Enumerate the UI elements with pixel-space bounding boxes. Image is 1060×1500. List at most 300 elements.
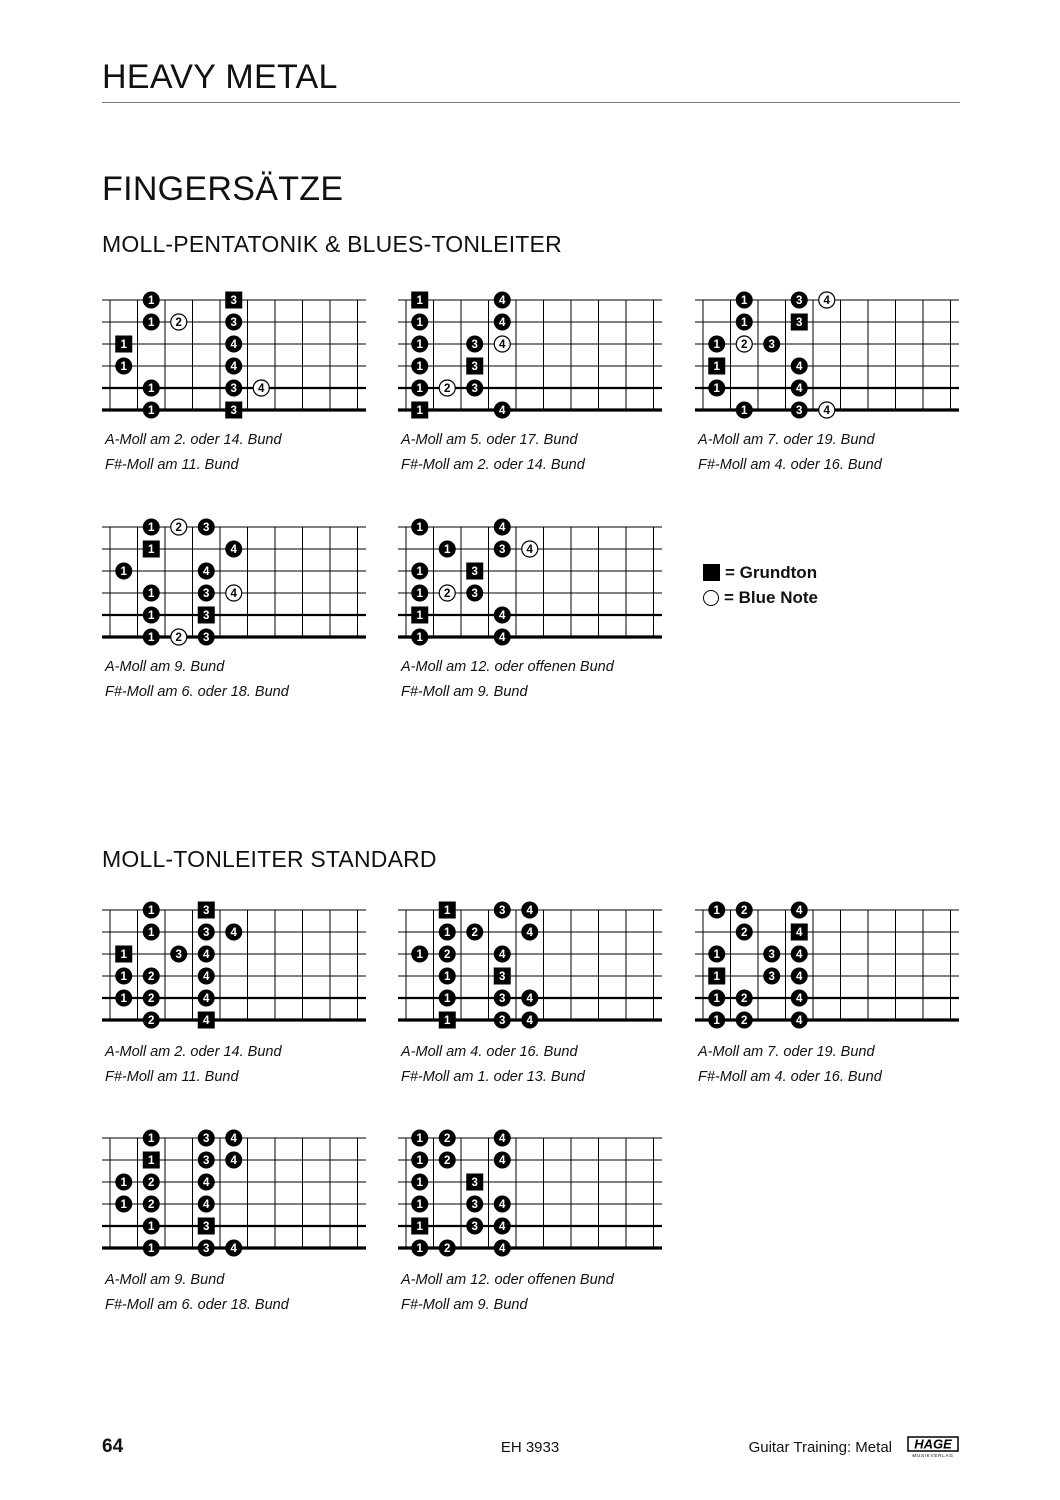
finger-number: 4 bbox=[796, 971, 803, 984]
finger-dot bbox=[439, 1130, 456, 1147]
finger-dot bbox=[494, 1196, 511, 1213]
finger-number: 3 bbox=[471, 1199, 478, 1212]
finger-dot bbox=[494, 946, 511, 963]
finger-number: 4 bbox=[526, 993, 533, 1006]
finger-number: 1 bbox=[148, 1221, 155, 1234]
finger-number: 1 bbox=[741, 295, 748, 308]
finger-number: 1 bbox=[148, 317, 155, 330]
caption-line: F#-Moll am 6. oder 18. Bund bbox=[105, 1297, 289, 1313]
root-note-square bbox=[225, 402, 242, 419]
root-note-square bbox=[439, 1012, 456, 1029]
finger-dot bbox=[791, 946, 808, 963]
finger-number: 3 bbox=[471, 339, 478, 352]
caption-line: F#-Moll am 4. oder 16. Bund bbox=[698, 457, 882, 473]
finger-dot bbox=[143, 629, 160, 646]
root-note-square bbox=[466, 358, 483, 375]
root-note-square bbox=[411, 402, 428, 419]
blue-note-circle bbox=[171, 629, 187, 645]
blue-note-circle-icon bbox=[703, 590, 719, 606]
finger-dot bbox=[439, 924, 456, 941]
finger-number: 1 bbox=[713, 339, 720, 352]
fretboard-diagram-p2 bbox=[398, 289, 662, 418]
finger-dot bbox=[494, 1012, 511, 1029]
finger-number: 4 bbox=[499, 610, 506, 623]
finger-number: 4 bbox=[796, 927, 803, 940]
finger-dot bbox=[411, 585, 428, 602]
finger-dot bbox=[736, 314, 753, 331]
finger-dot bbox=[411, 519, 428, 536]
diagram-caption-p1 bbox=[105, 428, 282, 478]
finger-number: 3 bbox=[203, 588, 210, 601]
finger-dot bbox=[763, 336, 780, 353]
finger-number: 2 bbox=[741, 1015, 748, 1028]
blue-note-circle bbox=[736, 336, 752, 352]
fretboard-diagram-s3 bbox=[695, 899, 959, 1028]
finger-number: 1 bbox=[713, 383, 720, 396]
finger-dot bbox=[494, 519, 511, 536]
finger-dot bbox=[198, 1174, 215, 1191]
finger-number: 4 bbox=[230, 1155, 237, 1168]
diagram-caption-s2 bbox=[401, 1040, 585, 1090]
blue-note-circle bbox=[253, 380, 269, 396]
root-note-square bbox=[143, 1152, 160, 1169]
finger-dot bbox=[439, 541, 456, 558]
finger-number: 1 bbox=[416, 405, 423, 418]
diagram-caption-p2 bbox=[401, 428, 585, 478]
finger-dot bbox=[143, 924, 160, 941]
root-note-square bbox=[411, 607, 428, 624]
caption-line: F#-Moll am 9. Bund bbox=[401, 1297, 528, 1313]
svg-text:MUSIKVERLAG: MUSIKVERLAG bbox=[912, 1453, 954, 1458]
finger-number: 4 bbox=[796, 361, 803, 374]
legend-blue-label: = Blue Note bbox=[724, 587, 818, 607]
finger-dot bbox=[494, 1130, 511, 1147]
finger-number: 3 bbox=[796, 295, 803, 308]
finger-number: 4 bbox=[499, 1155, 506, 1168]
finger-number: 1 bbox=[444, 993, 451, 1006]
fretboard-diagram-p3 bbox=[695, 289, 959, 418]
finger-dot bbox=[198, 1196, 215, 1213]
caption-line: A-Moll am 4. oder 16. Bund bbox=[401, 1044, 578, 1060]
root-note-square bbox=[708, 968, 725, 985]
finger-dot bbox=[198, 1240, 215, 1257]
finger-number: 3 bbox=[768, 339, 775, 352]
blue-note-circle bbox=[439, 585, 455, 601]
caption-line: A-Moll am 2. oder 14. Bund bbox=[105, 1044, 282, 1060]
finger-dot bbox=[225, 541, 242, 558]
finger-dot bbox=[494, 607, 511, 624]
finger-number: 2 bbox=[444, 1133, 451, 1146]
finger-number: 3 bbox=[203, 610, 210, 623]
diagram-caption-s4 bbox=[105, 1268, 289, 1318]
finger-dot bbox=[225, 1240, 242, 1257]
finger-number: 2 bbox=[741, 905, 748, 918]
finger-dot bbox=[763, 946, 780, 963]
legend-root-label: = Grundton bbox=[725, 562, 818, 582]
finger-number: 1 bbox=[416, 383, 423, 396]
finger-number: 3 bbox=[471, 1177, 478, 1190]
root-note-square bbox=[198, 902, 215, 919]
finger-number: 3 bbox=[203, 1155, 210, 1168]
blue-note-circle bbox=[171, 519, 187, 535]
finger-dot bbox=[439, 968, 456, 985]
finger-number: 2 bbox=[444, 383, 451, 396]
finger-number: 1 bbox=[148, 610, 155, 623]
finger-number: 1 bbox=[416, 566, 423, 579]
finger-number: 3 bbox=[796, 405, 803, 418]
finger-number: 4 bbox=[499, 405, 506, 418]
root-note-square bbox=[791, 924, 808, 941]
publisher-logo bbox=[907, 1436, 959, 1458]
finger-number: 3 bbox=[499, 971, 506, 984]
finger-dot bbox=[143, 968, 160, 985]
finger-number: 3 bbox=[471, 383, 478, 396]
finger-number: 2 bbox=[471, 927, 478, 940]
finger-dot bbox=[411, 1196, 428, 1213]
finger-number: 1 bbox=[148, 588, 155, 601]
finger-dot bbox=[170, 946, 187, 963]
finger-dot bbox=[736, 1012, 753, 1029]
finger-number: 1 bbox=[444, 927, 451, 940]
caption-line: A-Moll am 7. oder 19. Bund bbox=[698, 432, 875, 448]
finger-number: 1 bbox=[120, 566, 127, 579]
fretboard-diagram-p4 bbox=[102, 516, 366, 645]
root-note-square bbox=[494, 968, 511, 985]
caption-line: F#-Moll am 9. Bund bbox=[401, 684, 528, 700]
finger-dot bbox=[494, 990, 511, 1007]
finger-dot bbox=[411, 1240, 428, 1257]
finger-number: 1 bbox=[713, 971, 720, 984]
finger-number: 3 bbox=[203, 1133, 210, 1146]
finger-number: 1 bbox=[120, 361, 127, 374]
finger-dot bbox=[411, 358, 428, 375]
finger-number: 3 bbox=[471, 361, 478, 374]
caption-line: A-Moll am 9. Bund bbox=[105, 1272, 225, 1288]
finger-number: 4 bbox=[499, 1243, 506, 1256]
finger-dot bbox=[466, 1196, 483, 1213]
finger-dot bbox=[708, 990, 725, 1007]
finger-dot bbox=[791, 1012, 808, 1029]
finger-dot bbox=[115, 1174, 132, 1191]
finger-number: 3 bbox=[203, 905, 210, 918]
fretboard-diagram-s2 bbox=[398, 899, 662, 1028]
caption-line: A-Moll am 9. Bund bbox=[105, 659, 225, 675]
finger-dot bbox=[143, 1012, 160, 1029]
finger-dot bbox=[115, 990, 132, 1007]
finger-number: 4 bbox=[258, 383, 265, 396]
fretboard-diagram-s1 bbox=[102, 899, 366, 1028]
finger-number: 3 bbox=[499, 993, 506, 1006]
finger-number: 1 bbox=[148, 1133, 155, 1146]
finger-number: 4 bbox=[203, 949, 210, 962]
caption-line: A-Moll am 7. oder 19. Bund bbox=[698, 1044, 875, 1060]
blue-note-circle bbox=[494, 336, 510, 352]
finger-number: 3 bbox=[230, 405, 237, 418]
finger-number: 3 bbox=[230, 295, 237, 308]
finger-dot bbox=[411, 1174, 428, 1191]
finger-number: 3 bbox=[175, 949, 182, 962]
finger-number: 3 bbox=[768, 971, 775, 984]
finger-number: 3 bbox=[203, 632, 210, 645]
blue-note-circle bbox=[522, 541, 538, 557]
finger-number: 1 bbox=[120, 1199, 127, 1212]
finger-number: 1 bbox=[148, 927, 155, 940]
finger-number: 2 bbox=[444, 949, 451, 962]
finger-number: 1 bbox=[416, 522, 423, 535]
caption-line: F#-Moll am 11. Bund bbox=[105, 1069, 239, 1085]
root-note-square bbox=[439, 902, 456, 919]
finger-number: 4 bbox=[796, 949, 803, 962]
finger-dot bbox=[198, 968, 215, 985]
root-note-square bbox=[708, 358, 725, 375]
finger-number: 4 bbox=[499, 295, 506, 308]
finger-number: 2 bbox=[741, 927, 748, 940]
finger-dot bbox=[521, 990, 538, 1007]
finger-number: 3 bbox=[203, 927, 210, 940]
finger-dot bbox=[494, 1152, 511, 1169]
finger-number: 1 bbox=[713, 949, 720, 962]
finger-number: 1 bbox=[148, 1155, 155, 1168]
finger-number: 4 bbox=[203, 566, 210, 579]
blue-note-circle bbox=[226, 585, 242, 601]
finger-dot bbox=[143, 380, 160, 397]
diagram-caption-s3 bbox=[698, 1040, 882, 1090]
finger-dot bbox=[411, 946, 428, 963]
root-note-square bbox=[466, 563, 483, 580]
finger-number: 3 bbox=[499, 1015, 506, 1028]
finger-number: 1 bbox=[713, 993, 720, 1006]
finger-dot bbox=[439, 1240, 456, 1257]
finger-dot bbox=[143, 902, 160, 919]
finger-dot bbox=[198, 563, 215, 580]
finger-number: 1 bbox=[148, 632, 155, 645]
finger-number: 3 bbox=[796, 317, 803, 330]
finger-number: 1 bbox=[713, 905, 720, 918]
root-note-square bbox=[198, 607, 215, 624]
finger-number: 1 bbox=[416, 632, 423, 645]
finger-number: 4 bbox=[796, 1015, 803, 1028]
finger-number: 1 bbox=[416, 1221, 423, 1234]
finger-dot bbox=[143, 1130, 160, 1147]
finger-number: 4 bbox=[499, 339, 506, 352]
finger-dot bbox=[736, 402, 753, 419]
finger-number: 4 bbox=[796, 383, 803, 396]
legend bbox=[703, 560, 818, 610]
finger-dot bbox=[466, 924, 483, 941]
caption-line: F#-Moll am 1. oder 13. Bund bbox=[401, 1069, 585, 1085]
finger-dot bbox=[411, 1130, 428, 1147]
finger-dot bbox=[411, 563, 428, 580]
finger-number: 2 bbox=[175, 317, 182, 330]
caption-line: F#-Moll am 2. oder 14. Bund bbox=[401, 457, 585, 473]
caption-line: A-Moll am 12. oder offenen Bund bbox=[401, 1272, 614, 1288]
fretboard-diagram-s5 bbox=[398, 1127, 662, 1256]
root-note-square bbox=[225, 292, 242, 309]
finger-number: 1 bbox=[120, 949, 127, 962]
finger-dot bbox=[198, 924, 215, 941]
finger-dot bbox=[198, 629, 215, 646]
finger-dot bbox=[494, 1218, 511, 1235]
finger-number: 2 bbox=[741, 339, 748, 352]
finger-number: 3 bbox=[230, 317, 237, 330]
finger-number: 4 bbox=[823, 405, 830, 418]
diagram-caption-p4 bbox=[105, 655, 289, 705]
root-note-square bbox=[198, 1012, 215, 1029]
page-number: 64 bbox=[102, 1436, 124, 1457]
fretboard-diagram-s4 bbox=[102, 1127, 366, 1256]
caption-line: F#-Moll am 6. oder 18. Bund bbox=[105, 684, 289, 700]
finger-dot bbox=[411, 314, 428, 331]
finger-number: 4 bbox=[230, 544, 237, 557]
finger-number: 3 bbox=[230, 383, 237, 396]
fretboard-diagram-p1 bbox=[102, 289, 366, 418]
finger-dot bbox=[143, 292, 160, 309]
diagram-caption-s5 bbox=[401, 1268, 614, 1318]
legend-blue bbox=[703, 585, 818, 610]
finger-number: 1 bbox=[444, 1015, 451, 1028]
finger-number: 4 bbox=[499, 522, 506, 535]
finger-number: 1 bbox=[120, 1177, 127, 1190]
finger-number: 3 bbox=[471, 588, 478, 601]
finger-dot bbox=[736, 292, 753, 309]
finger-number: 3 bbox=[203, 1221, 210, 1234]
finger-dot bbox=[198, 585, 215, 602]
finger-number: 1 bbox=[713, 1015, 720, 1028]
finger-dot bbox=[708, 336, 725, 353]
section-title: FINGERSÄTZE bbox=[102, 170, 344, 208]
finger-number: 1 bbox=[416, 949, 423, 962]
finger-number: 1 bbox=[120, 993, 127, 1006]
finger-dot bbox=[225, 358, 242, 375]
finger-number: 3 bbox=[499, 905, 506, 918]
finger-dot bbox=[521, 902, 538, 919]
finger-number: 4 bbox=[526, 927, 533, 940]
finger-dot bbox=[143, 519, 160, 536]
finger-dot bbox=[143, 990, 160, 1007]
finger-number: 1 bbox=[148, 295, 155, 308]
finger-dot bbox=[494, 1240, 511, 1257]
root-square-icon bbox=[703, 564, 720, 581]
finger-number: 4 bbox=[499, 949, 506, 962]
finger-dot bbox=[439, 1152, 456, 1169]
finger-dot bbox=[791, 990, 808, 1007]
finger-number: 1 bbox=[444, 905, 451, 918]
finger-number: 4 bbox=[499, 1221, 506, 1234]
finger-dot bbox=[494, 402, 511, 419]
finger-dot bbox=[225, 336, 242, 353]
finger-number: 2 bbox=[444, 1155, 451, 1168]
finger-dot bbox=[494, 541, 511, 558]
diagram-caption-p3 bbox=[698, 428, 882, 478]
finger-dot bbox=[411, 1152, 428, 1169]
finger-number: 4 bbox=[230, 339, 237, 352]
finger-dot bbox=[198, 1130, 215, 1147]
finger-dot bbox=[143, 1240, 160, 1257]
page-title: HEAVY METAL bbox=[102, 58, 338, 96]
finger-number: 4 bbox=[230, 927, 237, 940]
finger-dot bbox=[494, 902, 511, 919]
finger-dot bbox=[115, 1196, 132, 1213]
finger-dot bbox=[143, 585, 160, 602]
caption-line: F#-Moll am 11. Bund bbox=[105, 457, 239, 473]
finger-dot bbox=[708, 902, 725, 919]
finger-number: 4 bbox=[499, 317, 506, 330]
finger-number: 4 bbox=[230, 1133, 237, 1146]
finger-dot bbox=[466, 336, 483, 353]
finger-dot bbox=[143, 402, 160, 419]
finger-dot bbox=[225, 1152, 242, 1169]
finger-dot bbox=[225, 924, 242, 941]
finger-number: 1 bbox=[416, 1243, 423, 1256]
finger-number: 2 bbox=[175, 632, 182, 645]
finger-dot bbox=[115, 563, 132, 580]
finger-number: 4 bbox=[796, 993, 803, 1006]
finger-dot bbox=[198, 1152, 215, 1169]
finger-dot bbox=[115, 968, 132, 985]
finger-dot bbox=[225, 380, 242, 397]
finger-number: 1 bbox=[120, 971, 127, 984]
subsection-title-minor-scale: MOLL-TONLEITER STANDARD bbox=[102, 846, 437, 872]
finger-dot bbox=[466, 380, 483, 397]
blue-note-circle bbox=[819, 402, 835, 418]
finger-number: 3 bbox=[768, 949, 775, 962]
finger-number: 1 bbox=[416, 339, 423, 352]
finger-dot bbox=[494, 629, 511, 646]
finger-number: 4 bbox=[203, 971, 210, 984]
finger-number: 1 bbox=[713, 361, 720, 374]
finger-dot bbox=[708, 946, 725, 963]
finger-dot bbox=[143, 607, 160, 624]
subsection-title-pentatonic: MOLL-PENTATONIK & BLUES-TONLEITER bbox=[102, 231, 562, 257]
finger-number: 2 bbox=[148, 993, 155, 1006]
finger-dot bbox=[494, 314, 511, 331]
finger-number: 1 bbox=[416, 1133, 423, 1146]
finger-number: 4 bbox=[230, 1243, 237, 1256]
finger-dot bbox=[411, 629, 428, 646]
finger-dot bbox=[791, 292, 808, 309]
root-note-square bbox=[198, 1218, 215, 1235]
finger-number: 1 bbox=[148, 544, 155, 557]
finger-number: 4 bbox=[499, 632, 506, 645]
finger-number: 1 bbox=[416, 1177, 423, 1190]
finger-dot bbox=[494, 292, 511, 309]
finger-number: 1 bbox=[416, 361, 423, 374]
finger-number: 1 bbox=[741, 405, 748, 418]
finger-number: 1 bbox=[416, 317, 423, 330]
finger-number: 4 bbox=[499, 1199, 506, 1212]
finger-dot bbox=[736, 902, 753, 919]
finger-dot bbox=[466, 585, 483, 602]
finger-dot bbox=[411, 336, 428, 353]
finger-dot bbox=[115, 358, 132, 375]
finger-dot bbox=[791, 402, 808, 419]
finger-number: 4 bbox=[230, 361, 237, 374]
finger-number: 1 bbox=[148, 905, 155, 918]
finger-number: 4 bbox=[499, 1133, 506, 1146]
blue-note-circle bbox=[171, 314, 187, 330]
finger-dot bbox=[791, 380, 808, 397]
finger-number: 3 bbox=[471, 1221, 478, 1234]
finger-number: 2 bbox=[444, 1243, 451, 1256]
root-note-square bbox=[791, 314, 808, 331]
finger-dot bbox=[791, 902, 808, 919]
finger-dot bbox=[225, 1130, 242, 1147]
finger-number: 2 bbox=[148, 1177, 155, 1190]
caption-line: F#-Moll am 4. oder 16. Bund bbox=[698, 1069, 882, 1085]
finger-dot bbox=[143, 1218, 160, 1235]
finger-dot bbox=[736, 924, 753, 941]
finger-number: 4 bbox=[526, 544, 533, 557]
